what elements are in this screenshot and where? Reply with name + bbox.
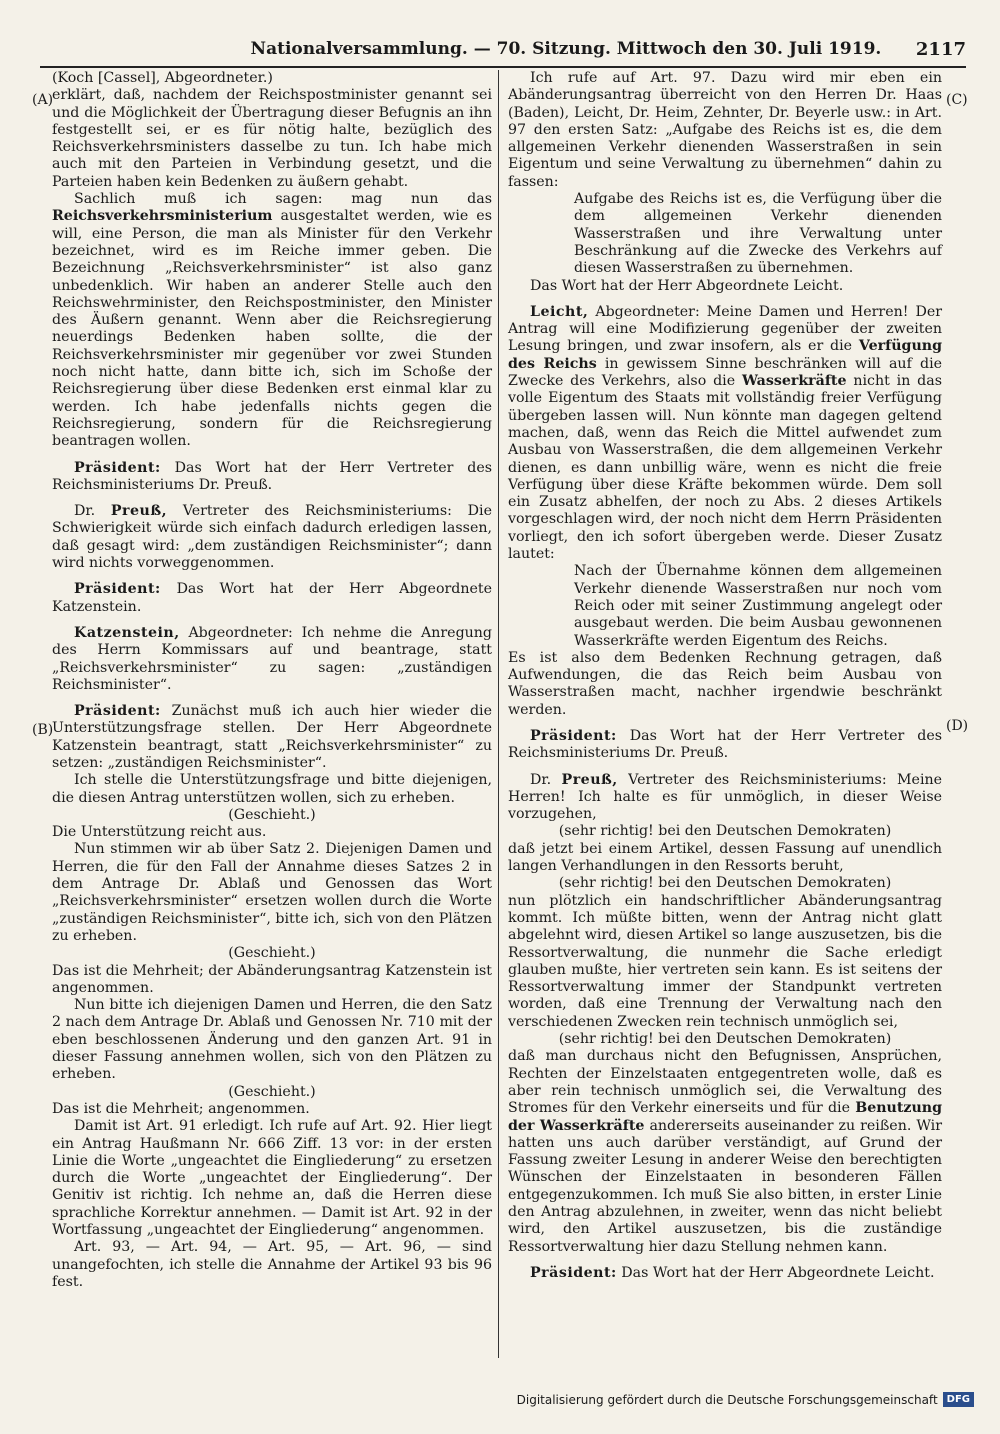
stage-direction: (sehr richtig! bei den Deutschen Demokraten) bbox=[558, 875, 892, 892]
stage-direction: (Geschieht.) bbox=[228, 945, 316, 962]
paragraph: Präsident: Das Wort hat der Herr Vertreter des Reichsministeriums Dr. Preuß. bbox=[508, 727, 942, 762]
stage-direction: (Geschieht.) bbox=[228, 806, 316, 823]
page-number: 2117 bbox=[915, 38, 966, 60]
paragraph: Dr. Preuß, Vertreter des Reichsministeriums: Die Schwierigkeit würde sich einfach dadurch erledigen lassen, daß gesagt wird: „dem zuständigen Reichsminister“; dann wird nichts vorweggenommen. bbox=[52, 503, 492, 572]
paragraph: Leicht, Abgeordneter: Meine Damen und Herren! Der Antrag will eine Modifizierung gegenüber der zweiten Lesung bringen, und zwar insofern, als er die Verfügung des Reichs in gewissem Sinne beschränken will auf die Zwecke des Verkehrs, also die Wasserkräfte nicht in das volle Eigentum des Staats mit vollständig freier Verfügung übergeben lassen will. Nun könnte man dagegen geltend machen, daß, wenn das Reich die Mittel aufwendet zum Ausbau von Wasserstraßen, die dem allgemeinen Verkehr dienen, es dann unbillig wäre, wenn es nicht die freie Verfügung über diese Kräfte bekommen würde. Dem soll ein Zusatz abhelfen, der noch zu Abs. 2 dieses Artikels vorgeschlagen wird, der noch nicht dem Herrn Präsidenten vorliegt, den ich sofort übergeben werde. Dieser Zusatz lautet: bbox=[508, 303, 943, 563]
paragraph: Präsident: Das Wort hat der Herr Abgeordnete Katzenstein. bbox=[52, 581, 492, 615]
paragraph: Nun bitte ich diejenigen Damen und Herren, die den Satz 2 nach dem Antrage Dr. Ablaß und Genossen Nr. 710 mit der eben beschlossenen Änderung und den ganzen Art. 91 in dieser Fassung annehmen wollen, sich von den Plätzen zu erheben. bbox=[52, 997, 492, 1083]
left-column bbox=[52, 70, 492, 1291]
paragraph: Präsident: Das Wort hat der Herr Vertreter des Reichsministeriums Dr. Preuß. bbox=[52, 459, 492, 493]
header-rule bbox=[40, 66, 966, 68]
footer-credit: Digitalisierung gefördert durch die Deutsche Forschungsgemeinschaft bbox=[516, 1392, 938, 1407]
paragraph: Präsident: Das Wort hat der Herr Abgeordnete Leicht. bbox=[530, 1264, 935, 1281]
stage-direction: (sehr richtig! bei den Deutschen Demokraten) bbox=[558, 1031, 892, 1048]
right-column bbox=[508, 70, 942, 1282]
paragraph: Nun stimmen wir ab über Satz 2. Diejenigen Damen und Herren, die für den Fall der Annahme dieses Satzes 2 in dem Antrage Dr. Ablaß und Genossen das Wort „Reichsverkehrsminister“ ersetzen wollen durch die Worte „zuständigen Reichsminister“, bitte ich, sich von den Plätzen zu erheben. bbox=[52, 841, 492, 944]
paragraph: Dr. Preuß, Vertreter des Reichsministeriums: Meine Herren! Ich halte es für unmöglich, in dieser Weise vorzugehen, bbox=[508, 771, 943, 823]
paragraph: erklärt, daß, nachdem der Reichspostminister genannt sei und die Möglichkeit der Übertragung dieser Befugnis an ihn festgestellt sei, er es für nötig halte, bezüglich des Reichsverkehrsministers dasselbe zu tun. Ich habe mich auch mit den Parteien in Verbindung gesetzt, und die Parteien haben kein Bedenken zu äußern gehabt. bbox=[52, 87, 492, 190]
paragraph: nun plötzlich ein handschriftlicher Abänderungsantrag kommt. Ich müßte bitten, wenn der Antrag nicht glatt abgelehnt wird, diesen Artikel so lange auszusetzen, bis die Ressortverwaltung, die nunmehr die Sache erledigt glauben mußte, hier vertreten sein kann. Es ist seitens der Ressortverwaltung immer der Standpunkt vertreten worden, daß eine Trennung der Verwaltung nach den verschiedenen Zwecken rein technisch unmöglich sei, bbox=[508, 892, 942, 1030]
paragraph: Präsident: Zunächst muß ich auch hier wieder die Unterstützungsfrage stellen. Der Herr Abgeordnete Katzenstein beantragt, statt „Reichsverkehrsminister“ zu setzen: „zuständigen Reichsminister“. bbox=[52, 703, 492, 771]
paragraph: Das ist die Mehrheit; angenommen. bbox=[52, 1100, 310, 1117]
paragraph: Das Wort hat der Herr Abgeordnete Leicht. bbox=[530, 277, 844, 294]
paragraph: Es ist also dem Bedenken Rechnung getragen, daß Aufwendungen, die das Reich beim Ausbau von Wasserstraßen macht, nachher irgendwie beschränkt werden. bbox=[508, 649, 942, 718]
paragraph: Die Unterstützung reicht aus. bbox=[52, 824, 267, 841]
column-divider bbox=[498, 70, 499, 1358]
paragraph: Ich stelle die Unterstützungsfrage und bitte diejenigen, die diesen Antrag unterstützen wollen, sich zu erheben. bbox=[52, 772, 492, 806]
header-title: Nationalversammlung. — 70. Sitzung. Mittwoch den 30. Juli 1919. bbox=[250, 39, 882, 59]
margin-mark-a: (A) bbox=[32, 92, 54, 108]
speaker-continuation: (Koch [Cassel], Abgeordneter.) bbox=[52, 70, 273, 86]
paragraph: Art. 93, — Art. 94, — Art. 95, — Art. 96, — sind unangefochten, ich stelle die Annahme der Artikel 93 bis 96 fest. bbox=[52, 1239, 492, 1290]
paragraph: Ich rufe auf Art. 97. Dazu wird mir eben ein Abänderungsantrag überreicht von den Herren Dr. Haas (Baden), Leicht, Dr. Heim, Zehnter, Dr. Beyerle usw.: in Art. 97 den ersten Satz: „Aufgabe des Reichs ist es, die dem allgemeinen Verkehr dienenden Wasserstraßen in sein Eigentum und seine Verwaltung zu übernehmen“ dahin zu fassen: bbox=[508, 70, 942, 190]
stage-direction: (sehr richtig! bei den Deutschen Demokraten) bbox=[558, 823, 892, 840]
margin-mark-c: (C) bbox=[946, 92, 968, 108]
quoted-amendment: Nach der Übernahme können dem allgemeinen Verkehr dienende Wasserstraßen nur noch vom Reich oder mit seiner Zustimmung angelegt oder ausgebaut werden. Die beim Ausbau gewonnenen Wasserkräfte werden Eigentum des Reichs. bbox=[574, 563, 942, 649]
paragraph: Das ist die Mehrheit; der Abänderungsantrag Katzenstein ist angenommen. bbox=[52, 962, 492, 996]
page-header bbox=[36, 34, 966, 64]
paragraph: Sachlich muß ich sagen: mag nun das Reichsverkehrsministerium ausgestaltet werden, wie es will, eine Person, die man als Minister für den Verkehr bezeichnet, wird es im Reiche immer geben. Die Bezeichnung „Reichsverkehrsminister“ ist also ganz unbedenklich. Wir haben an anderer Stelle auch den Reichswehrminister, den Reichspostminister, den Minister des Äußern genannt. Wenn aber die Reichsregierung neuerdings Bedenken haben sollte, die der Reichsverkehrsminister mir gegenüber vor zwei Stunden noch nicht hatte, dann bitte ich, sich im Schoße der Reichsregierung über diese Bedenken erst einmal klar zu werden. Ich habe jedenfalls nichts gegen die Reichsregierung, sondern für die Reichsregierung beantragen wollen. bbox=[52, 191, 492, 450]
stage-direction: (Geschieht.) bbox=[228, 1083, 316, 1100]
margin-mark-d: (D) bbox=[946, 718, 969, 734]
margin-mark-b: (B) bbox=[32, 722, 54, 738]
paragraph: Damit ist Art. 91 erledigt. Ich rufe auf Art. 92. Hier liegt ein Antrag Haußmann Nr. 666 Ziff. 13 vor: in der ersten Linie die Worte „ungeachtet die Eingliederung“ zu ersetzen durch die Worte „ungeachtet der Eingliederung“. Der Genitiv ist richtig. Ich nehme an, daß die Herren diese sprachliche Korrektur annehmen. — Damit ist Art. 92 in der Wortfassung „ungeachtet der Eingliederung“ angenommen. bbox=[52, 1118, 492, 1238]
paragraph: daß jetzt bei einem Artikel, dessen Fassung auf unendlich langen Verhandlungen in den Ressorts beruht, bbox=[508, 840, 942, 875]
paragraph: Katzenstein, Abgeordneter: Ich nehme die Anregung des Herrn Kommissars auf und beantrage, statt „Reichsverkehrsminister“ zu sagen: „zuständigen Reichsminister“. bbox=[52, 624, 493, 693]
quoted-amendment: Aufgabe des Reichs ist es, die Verfügung über die dem allgemeinen Verkehr dienenden Wasserstraßen und ihre Verwaltung unter Beschränkung auf die Zwecke des Verkehrs auf diesen Wasserstraßen zu übernehmen. bbox=[574, 191, 942, 277]
dfg-logo: DFG bbox=[943, 1392, 974, 1407]
footer bbox=[517, 1392, 974, 1407]
paragraph: daß man durchaus nicht den Befugnissen, Ansprüchen, Rechten der Einzelstaaten entgegentreten wolle, daß es aber rein technisch unmöglich sei, die Verwaltung des Stromes für den Verkehr einerseits und für die Benutzung der Wasserkräfte andererseits auseinander zu reißen. Wir hatten uns auch darüber verständigt, auf Grund der Fassung zweiter Lesung in anderer Weise den berechtigten Wünschen der Einzelstaaten in besonderen Fällen entgegenzukommen. Ich muß Sie also bitten, in erster Linie den Antrag abzulehnen, in zweiter, wenn das nicht beliebt wird, den Artikel auszusetzen, bis die zuständige Ressortverwaltung hier dazu Stellung nehmen kann. bbox=[508, 1048, 943, 1255]
